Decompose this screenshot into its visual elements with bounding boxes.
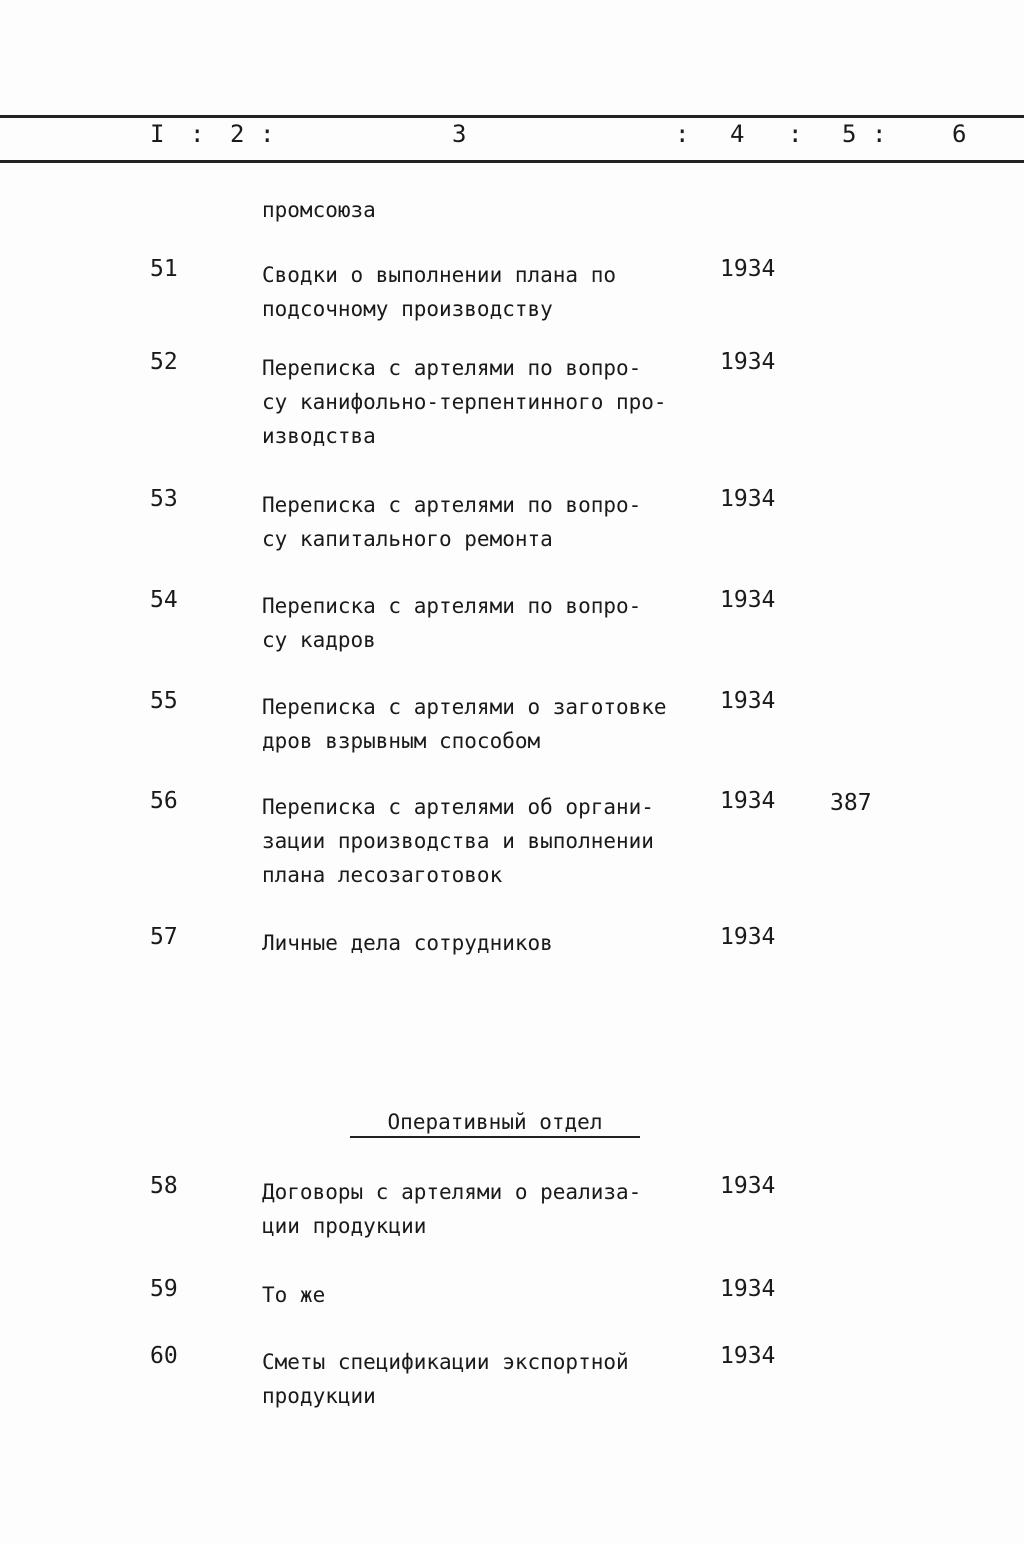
item-description: Договоры с артелями о реализа- ции продукции	[262, 1180, 642, 1238]
item-number: 58	[150, 1173, 178, 1199]
document-page: I : 2 : 3 : 4 : 5 : 6 промсоюза 51 Сводки о выполнении плана по подсочному производству 1934 52 Переписка с артелями по вопро- су канифольно-терпентинного про- изводства 1934 53 Переписка с артелями по вопро- су капитального ремонта 1934 54 Переписка с артелями по вопро- су кадров 1934 55 Переписка с артелями о заготовке дров взрывным способом 1934 56 Переписка с артелями об органи- зации производства и выполнении плана лесозаготовок 1934 387 57 Личные дела сотрудников 1934 Оперативный отдел 58 Договоры с артелями о реализа- ции продукции 1934 59 То же 1934 60 Сметы спецификации экспортной продукции 1934	[0, 0, 1024, 1544]
item-description: Переписка с артелями по вопро- су кадров	[262, 594, 642, 652]
item-description: Переписка с артелями о заготовке дров взрывным способом	[262, 695, 667, 753]
item-description: Переписка с артелями об органи- зации производства и выполнении плана лесозаготовок	[262, 795, 654, 887]
header-top-rule	[0, 115, 1024, 118]
item-description: То же	[262, 1283, 326, 1307]
item-number: 59	[150, 1276, 178, 1302]
header-col2: 2	[230, 120, 245, 148]
continued-text: промсоюза	[262, 198, 376, 222]
header-bottom-rule	[0, 160, 1024, 163]
item-number: 54	[150, 587, 178, 613]
section-title: Оперативный отдел	[350, 1110, 640, 1138]
header-col5: 5	[842, 120, 857, 148]
item-year: 1934	[720, 349, 776, 375]
item-number: 57	[150, 924, 178, 950]
item-year: 1934	[720, 256, 776, 282]
header-col6: 6	[952, 120, 967, 148]
item-year: 1934	[720, 1276, 776, 1302]
item-description: Сметы спецификации экспортной продукции	[262, 1350, 629, 1408]
item-year: 1934	[720, 688, 776, 714]
item-number: 60	[150, 1343, 178, 1369]
header-col1: I	[150, 120, 165, 148]
item-description: Переписка с артелями по вопро- су капитального ремонта	[262, 493, 642, 551]
item-number: 51	[150, 256, 178, 282]
item-year: 1934	[720, 924, 776, 950]
item-number: 55	[150, 688, 178, 714]
item-year: 1934	[720, 486, 776, 512]
item-year: 1934	[720, 1343, 776, 1369]
header-col4: 4	[730, 120, 745, 148]
item-description: Переписка с артелями по вопро- су канифольно-терпентинного про- изводства	[262, 356, 667, 448]
item-year: 1934	[720, 587, 776, 613]
item-year: 1934	[720, 788, 776, 814]
item-description: Личные дела сотрудников	[262, 931, 553, 955]
item-number: 52	[150, 349, 178, 375]
item-year: 1934	[720, 1173, 776, 1199]
item-number: 53	[150, 486, 178, 512]
item-number: 56	[150, 788, 178, 814]
header-col3: 3	[452, 120, 467, 148]
item-description: Сводки о выполнении плана по подсочному производству	[262, 263, 617, 321]
item-col5: 387	[830, 790, 872, 816]
